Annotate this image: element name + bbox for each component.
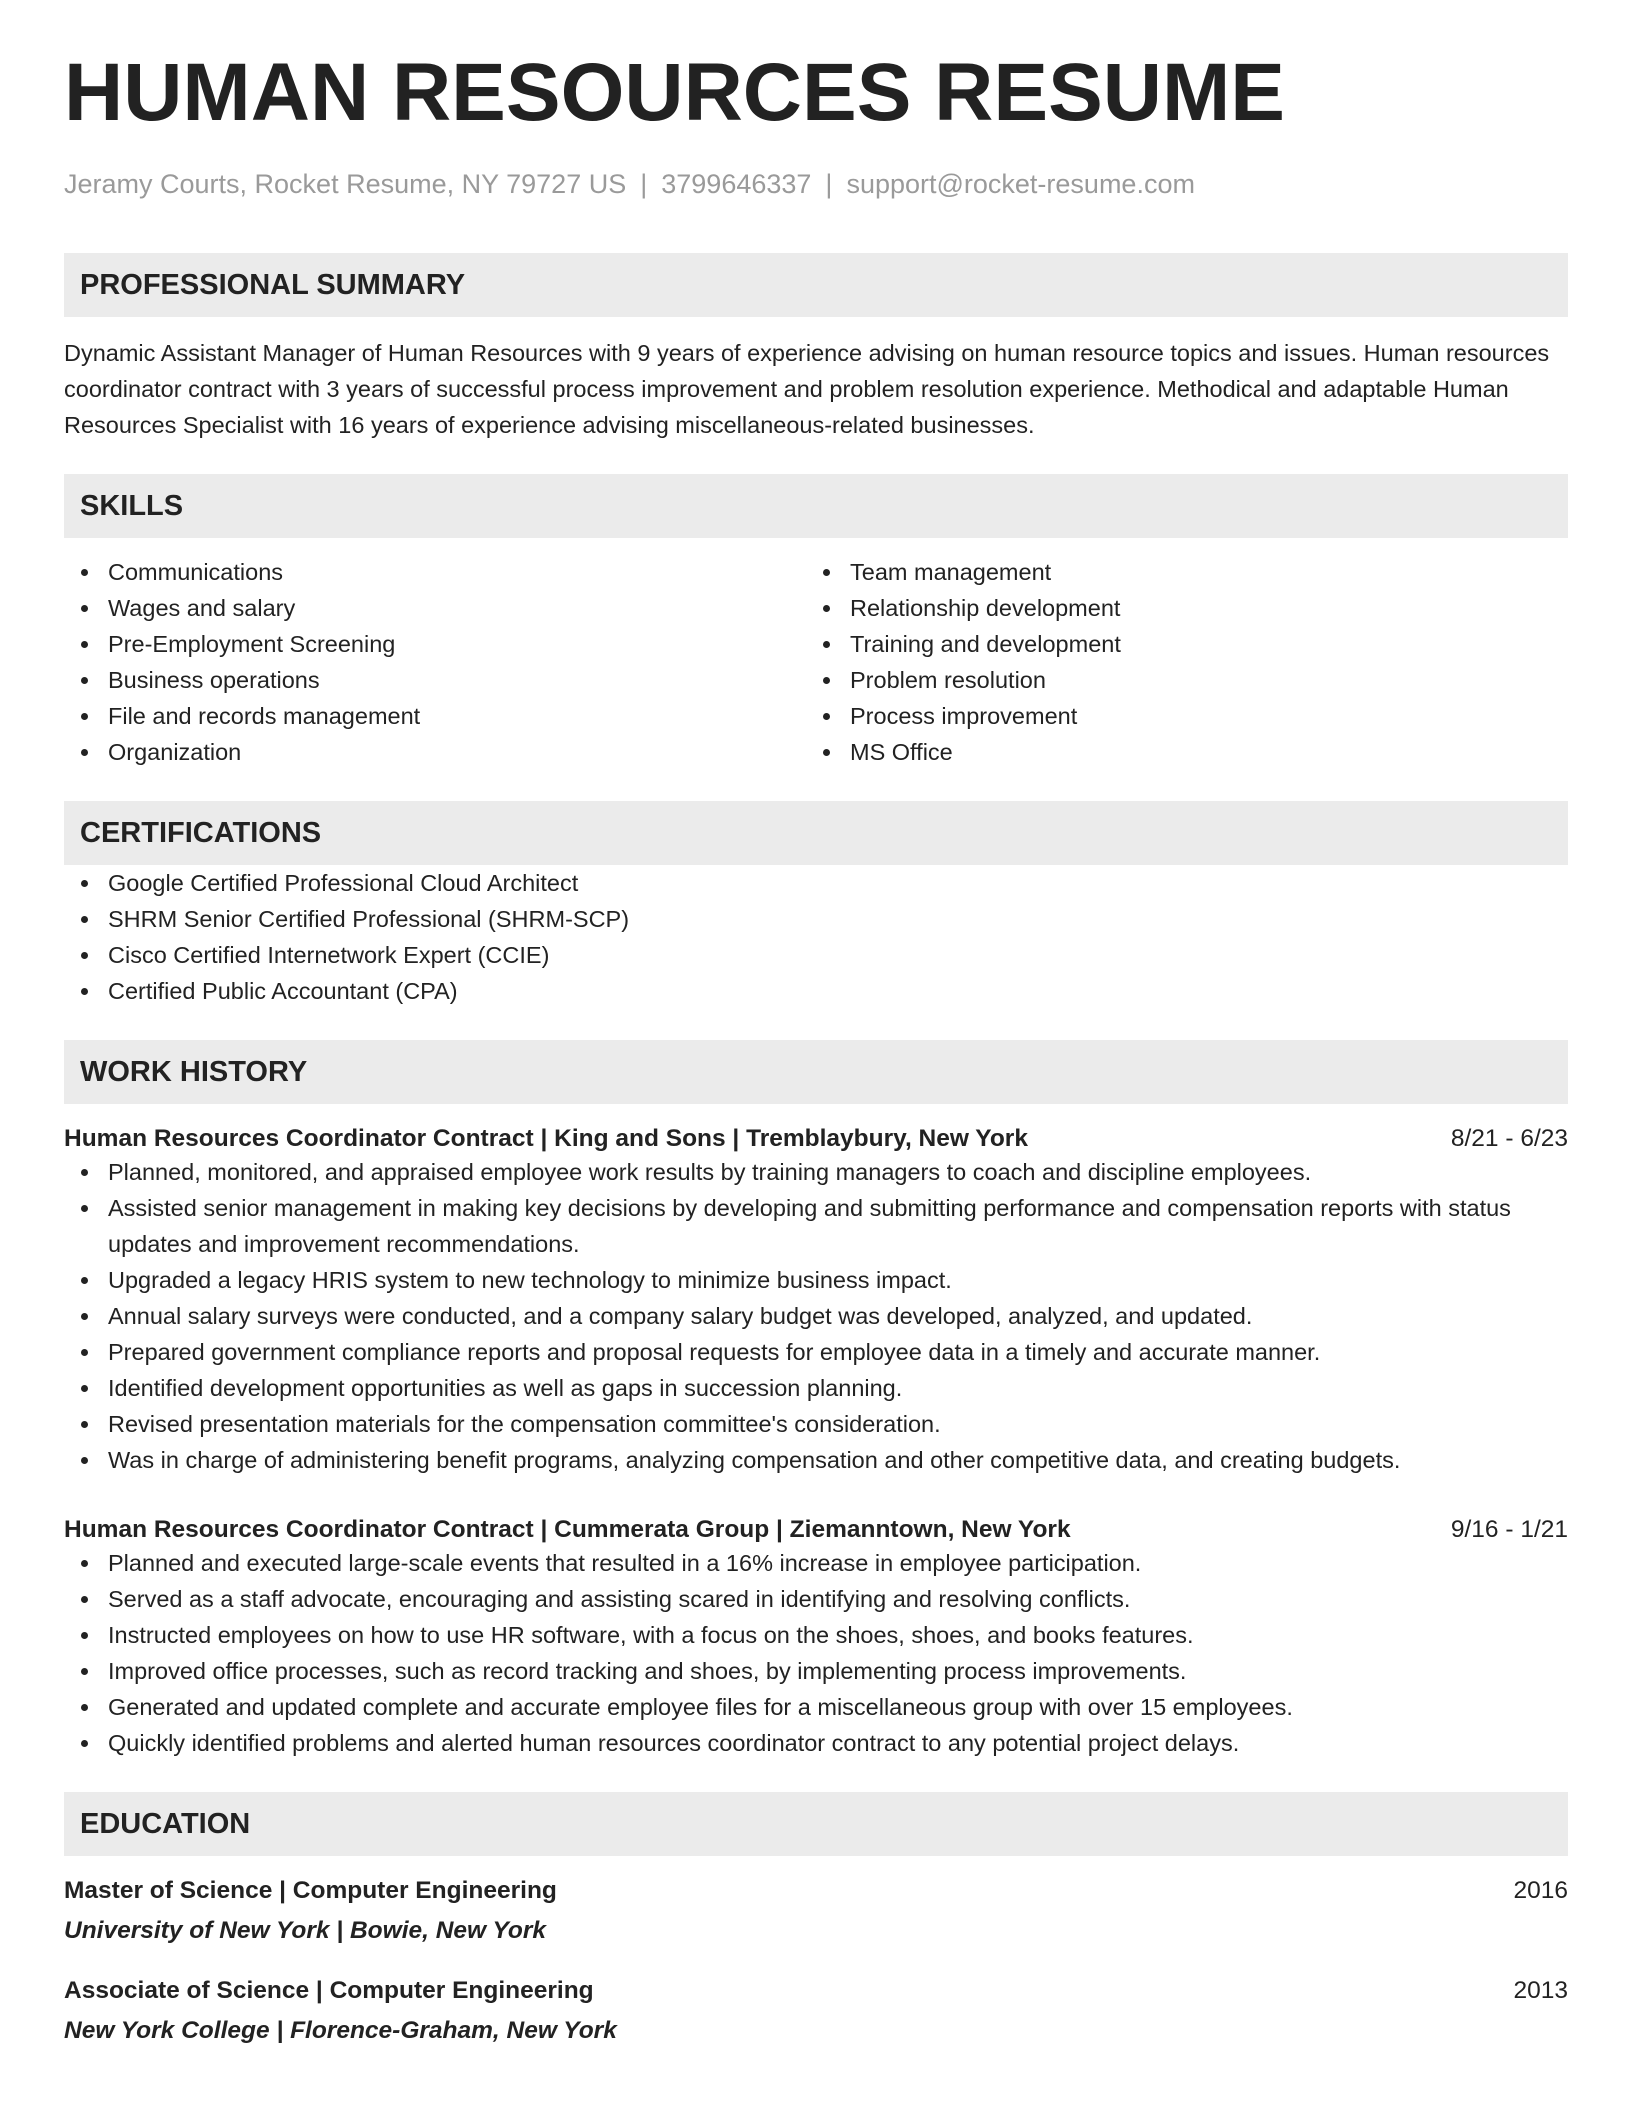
job-bullet: Assisted senior management in making key decisions by developing and submitting performance and compensation reports with status updates and improvement recommendations. bbox=[64, 1190, 1568, 1262]
section-heading-summary: PROFESSIONAL SUMMARY bbox=[64, 253, 1568, 317]
education-year: 2016 bbox=[1513, 1877, 1568, 1905]
contact-line bbox=[64, 168, 1568, 200]
section-heading-education: EDUCATION bbox=[64, 1792, 1568, 1856]
job-bullet-list bbox=[64, 1545, 1568, 1761]
certification-item: Cisco Certified Internetwork Expert (CCIE) bbox=[64, 937, 1568, 973]
skill-item: Wages and salary bbox=[64, 590, 806, 626]
job-bullet: Revised presentation materials for the compensation committee's consideration. bbox=[64, 1406, 1568, 1442]
job-bullet: Quickly identified problems and alerted human resources coordinator contract to any potential project delays. bbox=[64, 1725, 1568, 1761]
skills-grid bbox=[64, 554, 1568, 770]
job-bullet: Upgraded a legacy HRIS system to new technology to minimize business impact. bbox=[64, 1262, 1568, 1298]
job-header bbox=[64, 1124, 1568, 1154]
education-entry bbox=[64, 1876, 1568, 1946]
education-degree: Master of Science | Computer Engineering bbox=[64, 1877, 557, 1905]
skills-column-left bbox=[64, 554, 806, 770]
job-title: Human Resources Coordinator Contract | Cummerata Group | Ziemanntown, New York bbox=[64, 1516, 1071, 1544]
section-heading-work-history: WORK HISTORY bbox=[64, 1040, 1568, 1104]
section-heading-certifications: CERTIFICATIONS bbox=[64, 801, 1568, 865]
education-school: New York College | Florence-Graham, New York bbox=[64, 2017, 617, 2045]
job-bullet: Planned, monitored, and appraised employee work results by training managers to coach and discipline employees. bbox=[64, 1154, 1568, 1190]
education-year: 2013 bbox=[1513, 1977, 1568, 2005]
contact-separator: | bbox=[640, 169, 648, 199]
certification-item: SHRM Senior Certified Professional (SHRM-SCP) bbox=[64, 901, 1568, 937]
job-bullet: Was in charge of administering benefit programs, analyzing compensation and other competitive data, and creating budgets. bbox=[64, 1442, 1568, 1478]
skill-item: Pre-Employment Screening bbox=[64, 626, 806, 662]
skill-item: Process improvement bbox=[806, 698, 1548, 734]
job-bullet: Annual salary surveys were conducted, and a company salary budget was developed, analyzed, and updated. bbox=[64, 1298, 1568, 1334]
skills-section bbox=[64, 474, 1568, 770]
education-header bbox=[64, 1876, 1568, 1906]
resume-page bbox=[64, 47, 1568, 2046]
job-bullet: Planned and executed large-scale events that resulted in a 16% increase in employee participation. bbox=[64, 1545, 1568, 1581]
summary-text: Dynamic Assistant Manager of Human Resources with 9 years of experience advising on human resource topics and issues. Human resources coordinator contract with 3 years of successful process improvement and problem resolution experience. Methodical and adaptable Human Resources Specialist with 16 years of experience advising miscellaneous-related businesses. bbox=[64, 340, 1550, 439]
education-section bbox=[64, 1792, 1568, 2046]
job-dates: 8/21 - 6/23 bbox=[1450, 1125, 1568, 1153]
certifications-section bbox=[64, 801, 1568, 1009]
contact-phone: 3799646337 bbox=[661, 169, 812, 199]
contact-separator: | bbox=[825, 169, 833, 199]
skill-item: Relationship development bbox=[806, 590, 1548, 626]
education-degree: Associate of Science | Computer Engineering bbox=[64, 1977, 594, 2005]
certifications-list bbox=[64, 865, 1568, 1009]
skill-item: Problem resolution bbox=[806, 662, 1548, 698]
contact-email: support@rocket-resume.com bbox=[846, 169, 1195, 199]
job-dates: 9/16 - 1/21 bbox=[1450, 1516, 1568, 1544]
contact-address: Jeramy Courts, Rocket Resume, NY 79727 US bbox=[64, 169, 627, 199]
job-bullet: Served as a staff advocate, encouraging and assisting scared in identifying and resolving conflicts. bbox=[64, 1581, 1568, 1617]
section-heading-skills: SKILLS bbox=[64, 474, 1568, 538]
work-history-section bbox=[64, 1040, 1568, 1761]
skill-item: Communications bbox=[64, 554, 806, 590]
job-bullet: Identified development opportunities as well as gaps in succession planning. bbox=[64, 1370, 1568, 1406]
education-header bbox=[64, 1976, 1568, 2006]
job-entry bbox=[64, 1124, 1568, 1478]
skill-item: MS Office bbox=[806, 734, 1548, 770]
skill-item: Training and development bbox=[806, 626, 1548, 662]
job-entry bbox=[64, 1515, 1568, 1761]
certification-item: Google Certified Professional Cloud Architect bbox=[64, 865, 1568, 901]
skills-column-right bbox=[806, 554, 1548, 770]
education-school: University of New York | Bowie, New York bbox=[64, 1917, 547, 1945]
resume-title: HUMAN RESOURCES RESUME bbox=[64, 47, 1285, 138]
job-header bbox=[64, 1515, 1568, 1545]
education-entry bbox=[64, 1976, 1568, 2046]
skill-item: Organization bbox=[64, 734, 806, 770]
skill-item: File and records management bbox=[64, 698, 806, 734]
job-bullet: Generated and updated complete and accurate employee files for a miscellaneous group with over 15 employees. bbox=[64, 1689, 1568, 1725]
professional-summary-section bbox=[64, 253, 1568, 443]
certification-item: Certified Public Accountant (CPA) bbox=[64, 973, 1568, 1009]
job-title: Human Resources Coordinator Contract | King and Sons | Tremblaybury, New York bbox=[64, 1125, 1028, 1153]
job-bullet: Prepared government compliance reports and proposal requests for employee data in a timely and accurate manner. bbox=[64, 1334, 1568, 1370]
skill-item: Business operations bbox=[64, 662, 806, 698]
job-bullet: Improved office processes, such as record tracking and shoes, by implementing process improvements. bbox=[64, 1653, 1568, 1689]
job-bullet-list bbox=[64, 1154, 1568, 1478]
skill-item: Team management bbox=[806, 554, 1548, 590]
job-bullet: Instructed employees on how to use HR software, with a focus on the shoes, shoes, and books features. bbox=[64, 1617, 1568, 1653]
